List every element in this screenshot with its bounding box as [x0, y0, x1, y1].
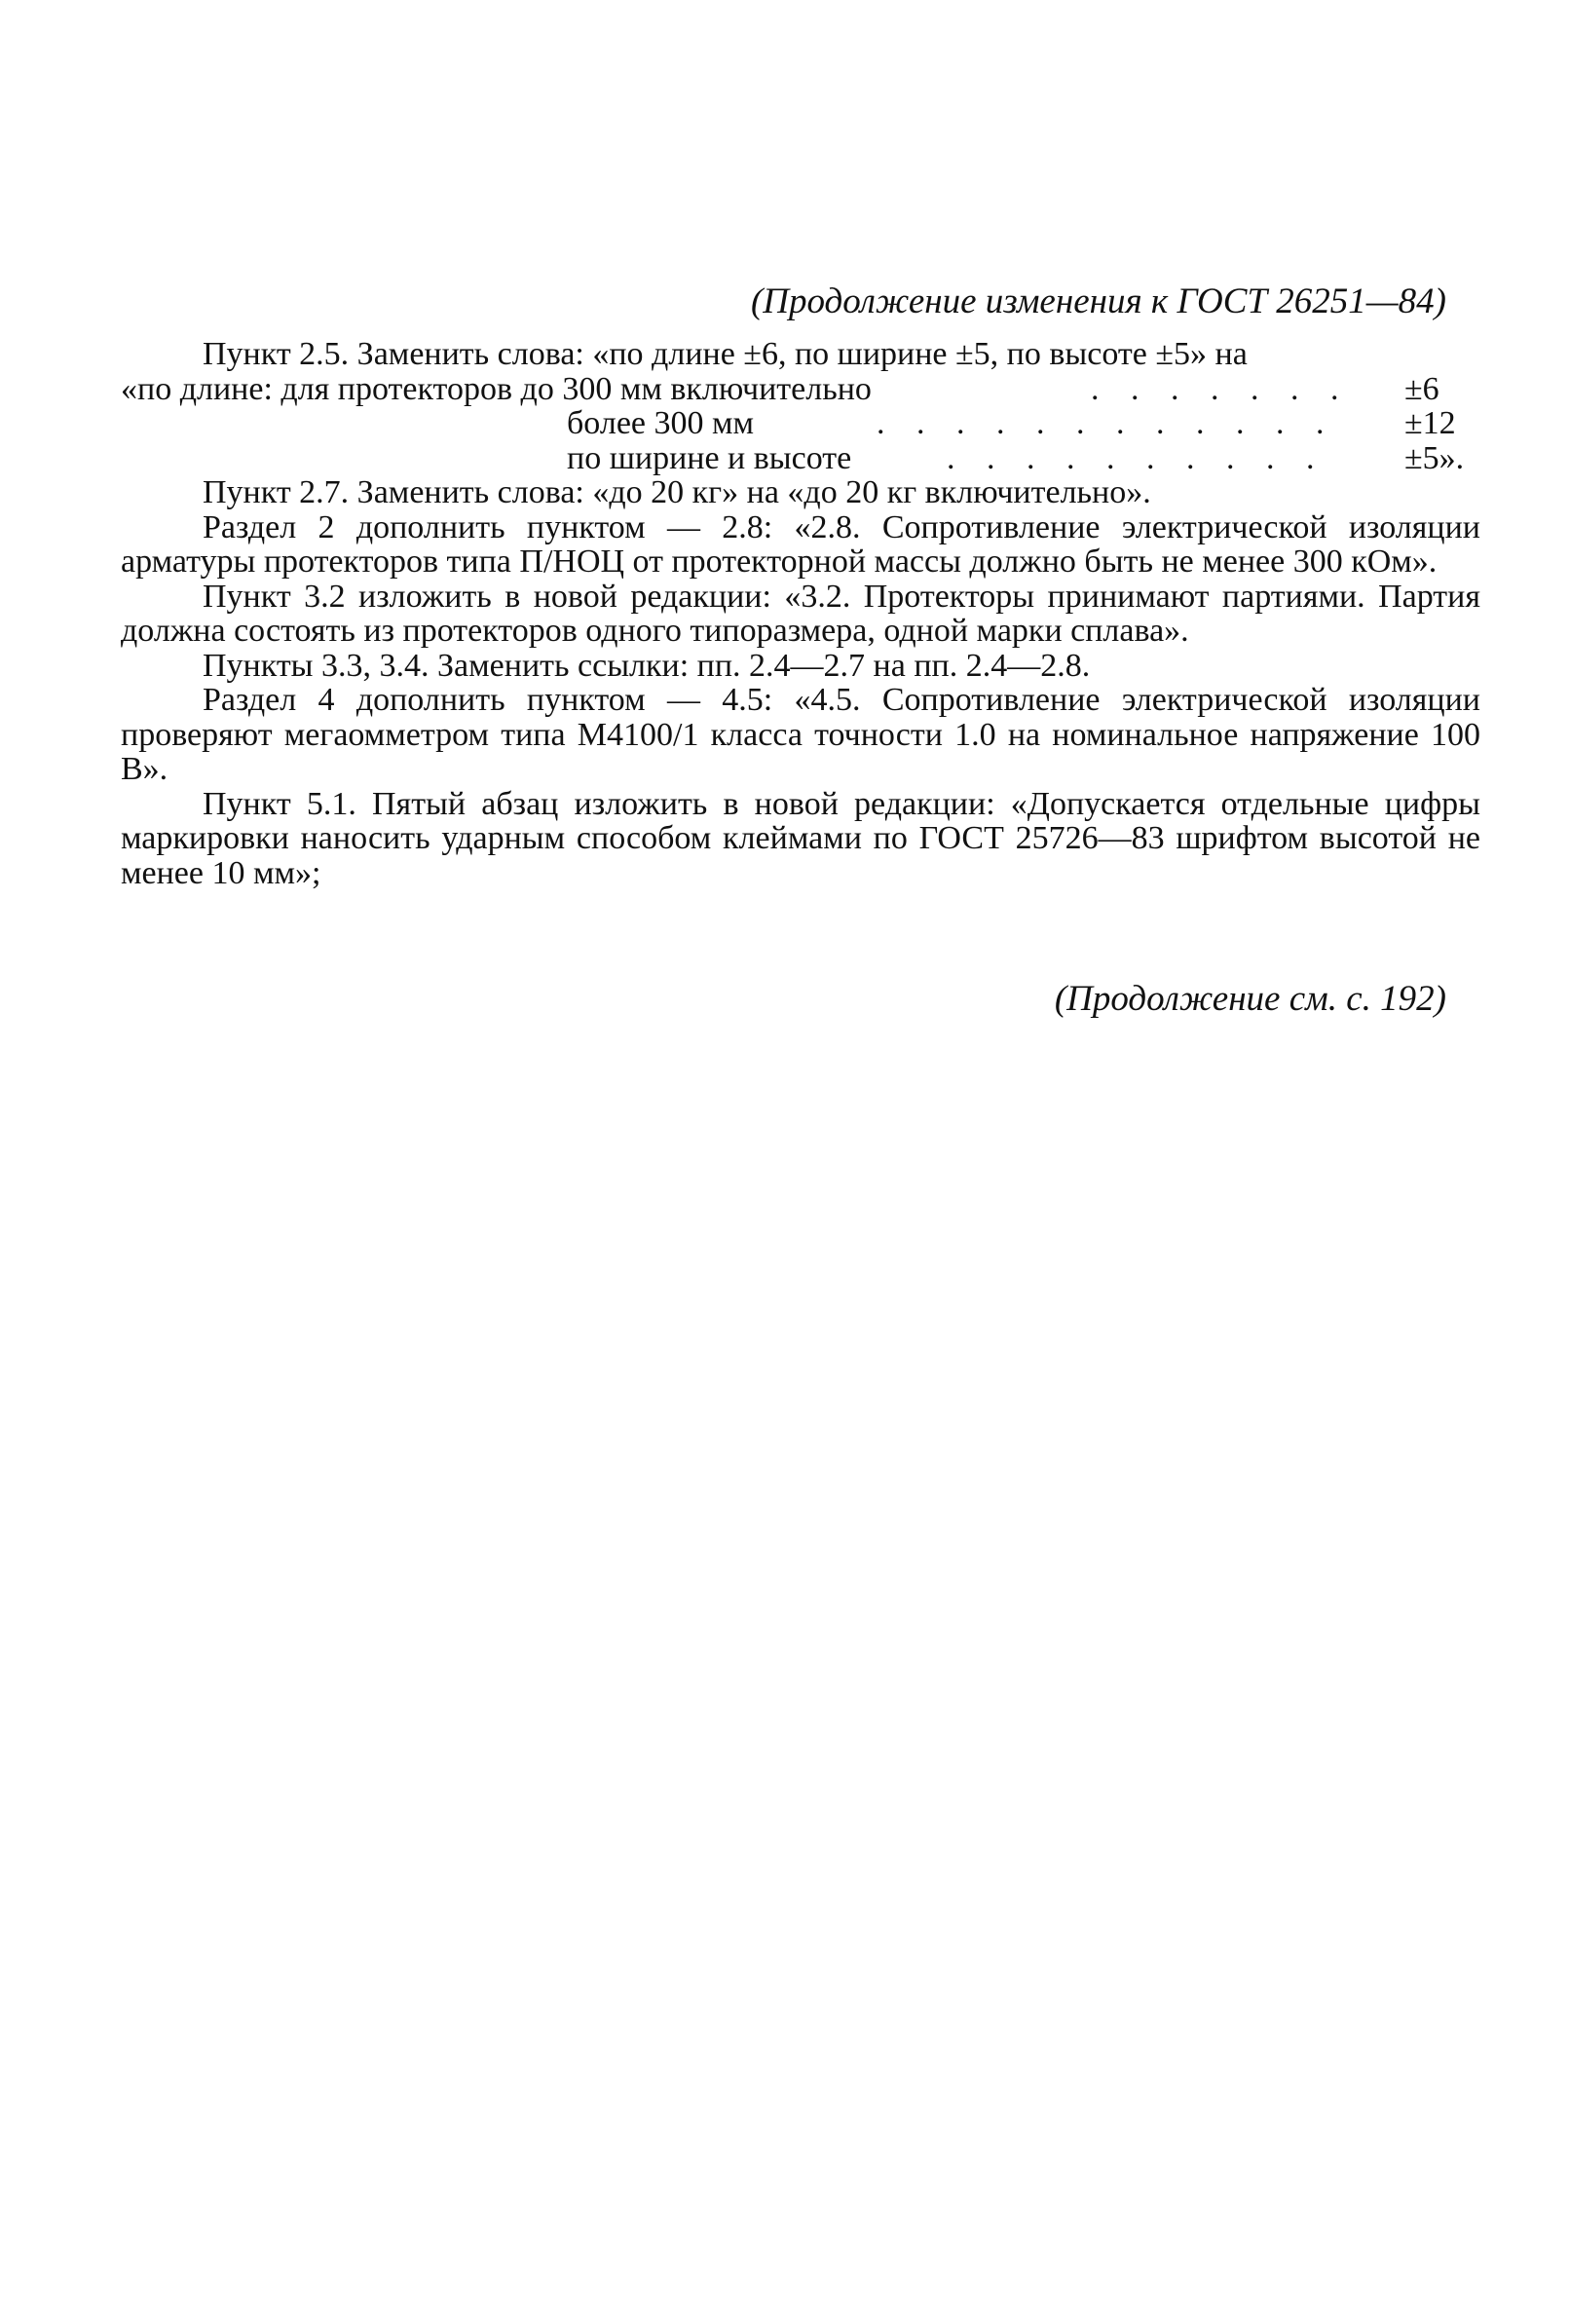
tolerance-value: ±5».	[1404, 439, 1465, 476]
tolerance-label: «по длине: для протекторов до 300 мм включительно	[121, 370, 872, 407]
paragraph-3-2: Пункт 3.2 изложить в новой редакции: «3.2. Протекторы принимают партиями. Партия должна состоять из протекторов одного типоразмера, одной марки сплава».	[121, 578, 1480, 649]
continuation-header: (Продолжение изменения к ГОСТ 26251—84)	[750, 281, 1446, 321]
paragraph-section-2: Раздел 2 дополнить пунктом — 2.8: «2.8. Сопротивление электрической изоляции арматуры протекторов типа П/НОЦ от протекторной массы должно быть не менее 300 кОм».	[121, 508, 1480, 580]
leader-dots: . . . . . . . . . .	[947, 439, 1326, 476]
paragraph-2-7: Пункт 2.7. Заменить слова: «до 20 кг» на «до 20 кг включительно».	[203, 474, 1151, 510]
leader-dots: . . . . . . . . . . . .	[877, 405, 1336, 441]
tolerance-row-width-height	[121, 441, 1480, 476]
leader-dots: . . . . . . .	[1091, 370, 1351, 407]
document-body	[121, 337, 1480, 890]
tolerance-value: ±6	[1404, 370, 1439, 407]
tolerance-label: более 300 мм	[567, 405, 755, 441]
paragraph-section-4: Раздел 4 дополнить пунктом — 4.5: «4.5. Сопротивление электрической изоляции проверяют мегаомметром типа М4100/1 класса точности 1.0 на номинальное напряжение 100 В».	[121, 682, 1480, 787]
tolerance-value: ±12	[1404, 405, 1456, 441]
paragraph-3-3-3-4: Пункты 3.3, 3.4. Заменить ссылки: пп. 2.4—2.7 на пп. 2.4—2.8.	[203, 647, 1091, 684]
paragraph-2-5: Пункт 2.5. Заменить слова: «по длине ±6, по ширине ±5, по высоте ±5» на	[203, 336, 1248, 372]
paragraph-5-1: Пункт 5.1. Пятый абзац изложить в новой редакции: «Допускается отдельные цифры маркировки наносить ударным способом клеймами по ГОСТ 25726—83 шрифтом высотой не менее 10 мм»;	[121, 785, 1480, 891]
tolerance-row-length	[121, 372, 1480, 407]
tolerance-row-over-300	[121, 406, 1480, 441]
tolerance-label: по ширине и высоте	[567, 439, 852, 476]
continuation-footer: (Продолжение см. с. 192)	[1054, 979, 1446, 1019]
